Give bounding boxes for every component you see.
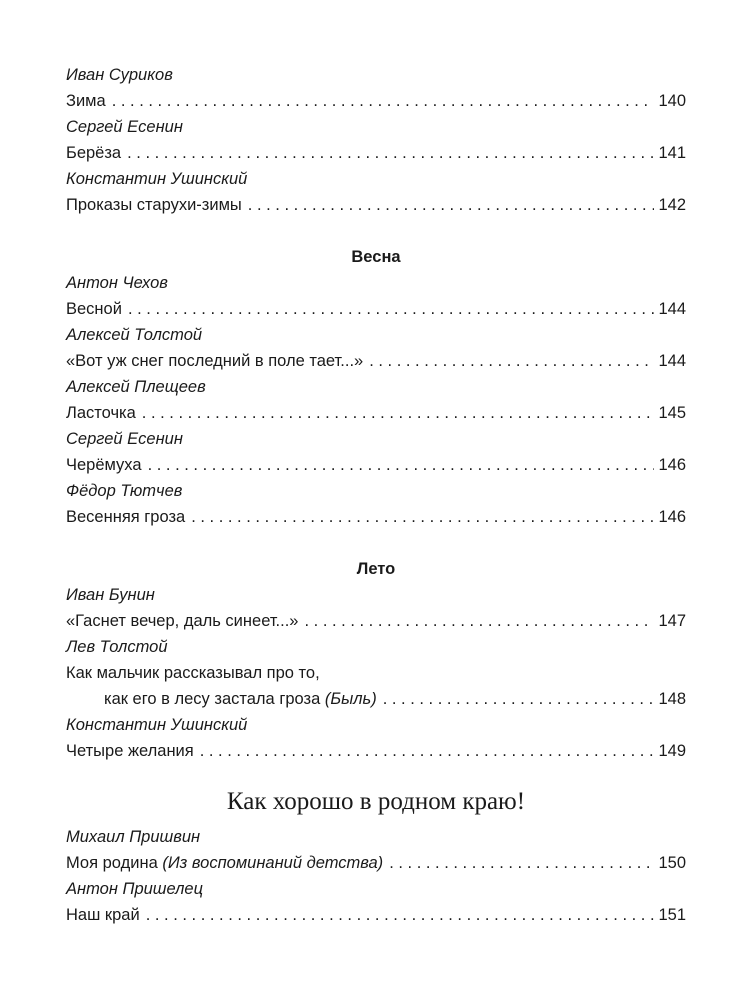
dot-leader (383, 686, 655, 712)
dot-leader (369, 348, 654, 374)
entry-title: Берёза (66, 144, 122, 162)
toc-entry (66, 88, 686, 114)
dot-leader (142, 400, 655, 426)
page-number: 149 (658, 742, 686, 760)
author-name: Фёдор Тютчев (66, 482, 183, 500)
dot-leader (128, 296, 655, 322)
author-name: Иван Суриков (66, 66, 173, 84)
author-name: Антон Чехов (66, 274, 168, 292)
dot-leader (248, 192, 655, 218)
section-heading: Весна (351, 248, 401, 266)
dot-leader (127, 140, 654, 166)
page-number: 144 (658, 300, 686, 318)
toc-entry (66, 192, 686, 218)
entry-title: Моя родина (66, 854, 158, 872)
dot-leader (112, 88, 655, 114)
entry-note: (Из воспоминаний детства) (162, 854, 384, 872)
dot-leader (304, 608, 654, 634)
page-number: 140 (658, 92, 686, 110)
author-name: Сергей Есенин (66, 118, 183, 136)
page-number: 150 (658, 854, 686, 872)
entry-title: Проказы старухи-зимы (66, 196, 242, 214)
entry-note: (Быль) (324, 690, 377, 708)
entry-title: Наш край (66, 906, 140, 924)
author-name: Алексей Плещеев (66, 378, 206, 396)
author-name: Антон Пришелец (66, 880, 204, 898)
author-name: Лев Толстой (66, 638, 168, 656)
section-heading: Лето (356, 560, 396, 578)
dot-leader (148, 452, 655, 478)
toc-entry (66, 400, 686, 426)
author-name: Сергей Есенин (66, 430, 183, 448)
entry-title-line: Как мальчик рассказывал про то, (66, 664, 320, 682)
entry-title: Черёмуха (66, 456, 142, 474)
author-name: Алексей Толстой (66, 326, 203, 344)
toc-entry (66, 850, 686, 876)
toc-entry (66, 608, 686, 634)
page-number: 148 (658, 690, 686, 708)
entry-title: Четыре желания (66, 742, 194, 760)
entry-title: Зима (66, 92, 106, 110)
entry-title: Ласточка (66, 404, 136, 422)
toc-entry (66, 348, 686, 374)
toc-entry (66, 140, 686, 166)
author-name: Иван Бунин (66, 586, 155, 604)
author-name: Константин Ушинский (66, 170, 248, 188)
page-number: 145 (658, 404, 686, 422)
dot-leader (200, 738, 655, 764)
toc-entry (66, 504, 686, 530)
entry-title: Весной (66, 300, 122, 318)
toc-entry (66, 902, 686, 928)
author-name: Михаил Пришвин (66, 828, 201, 846)
dot-leader (146, 902, 655, 928)
entry-title: «Вот уж снег последний в поле тает...» (66, 352, 364, 370)
page-number: 146 (658, 508, 686, 526)
author-name: Константин Ушинский (66, 716, 248, 734)
part-heading: Как хорошо в родном краю! (226, 788, 526, 815)
toc-entry (66, 296, 686, 322)
entry-title: Весенняя гроза (66, 508, 186, 526)
page-number: 151 (658, 906, 686, 924)
dot-leader (389, 850, 654, 876)
page-number: 142 (658, 196, 686, 214)
entry-title: «Гаснет вечер, даль синеет...» (66, 612, 299, 630)
page-number: 144 (658, 352, 686, 370)
page-number: 141 (658, 144, 686, 162)
toc-entry (66, 452, 686, 478)
page-number: 147 (658, 612, 686, 630)
toc-entry (66, 686, 686, 712)
toc-entry (66, 738, 686, 764)
dot-leader (191, 504, 654, 530)
page-number: 146 (658, 456, 686, 474)
entry-title: как его в лесу застала гроза (104, 690, 321, 708)
table-of-contents (66, 62, 686, 928)
